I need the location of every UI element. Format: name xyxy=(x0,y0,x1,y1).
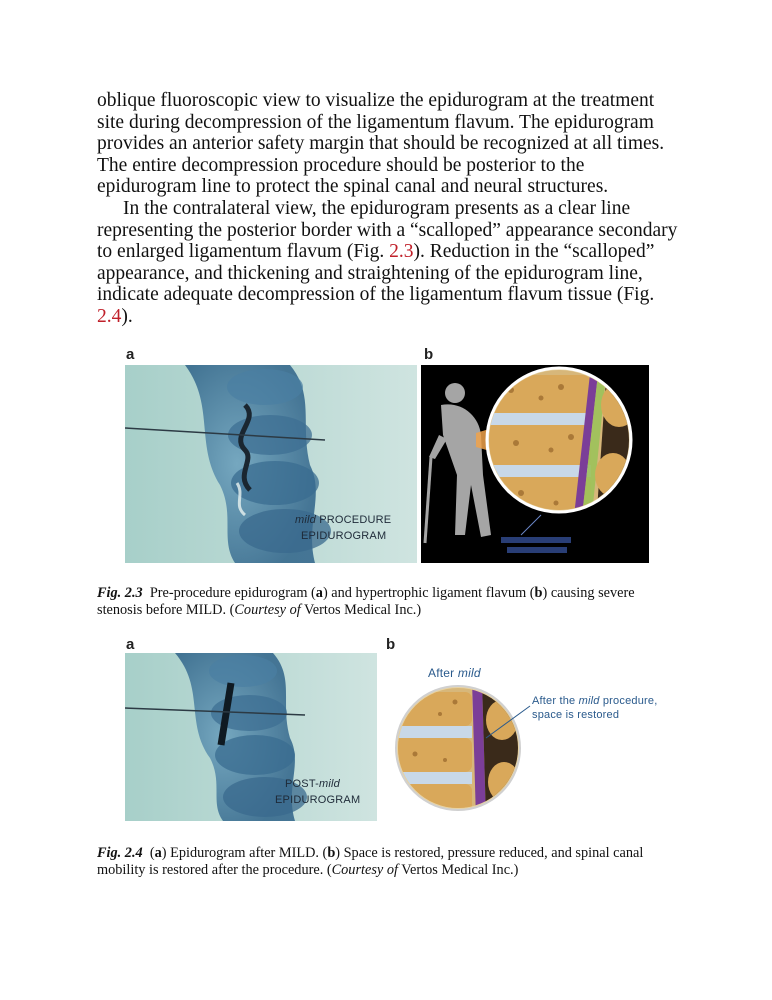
fig23-caption-part-c: ) causing severe stenosis before MILD. ( xyxy=(97,585,635,618)
fig24-label-epidurogram: EPIDUROGRAM xyxy=(275,794,361,806)
fig24-panel-a-fluoroscopy-image xyxy=(125,653,377,821)
fig24-panel-a-letter: a xyxy=(126,636,135,653)
body-text xyxy=(97,90,682,328)
fig23-label-epidurogram: EPIDUROGRAM xyxy=(301,530,387,542)
fig23-caption-part-d: Vertos Medical Inc.) xyxy=(300,602,422,618)
fig23-caption-courtesy: Courtesy of xyxy=(234,602,301,618)
fig24-caption-part-d: Vertos Medical Inc.) xyxy=(397,862,519,878)
fig23-caption-bold-b: b xyxy=(534,585,543,601)
fig24-label-after-mild: After mild xyxy=(428,666,481,680)
fig24-caption-part-a: ( xyxy=(149,845,155,861)
fig24-caption-part-c: ) Space is restored, pressure reduced, and spinal canal mobility is restored after the procedure. ( xyxy=(97,845,644,878)
fig24-panel-b-anatomy-illustration xyxy=(390,660,660,818)
fig23-caption xyxy=(97,585,682,619)
fig24-panel-b-letter: b xyxy=(386,636,396,653)
fig24-caption-part-b: ) Epidurogram after MILD. ( xyxy=(161,845,328,861)
fig24-label-post-mild: POST-mild xyxy=(285,778,340,790)
paragraph-2-part-a: In the contralateral view, the epidurogram presents as a clear line representing the posterior border with a “scalloped” appearance secondary to enlarged ligamentum flavum (Fig. xyxy=(97,197,678,263)
fig24-caption-bold-a: a xyxy=(154,845,162,861)
fig23-label-mild-procedure: mild PROCEDURE xyxy=(295,514,392,526)
paragraph-1: oblique fluoroscopic view to visualize the epidurogram at the treatment site during decompression of the ligamentum flavum. The epidurogram provides an anterior safety margin that should be recognized at all times. The entire decompression procedure should be posterior to the epidurogram line to protect the spinal canal and neural structures. xyxy=(97,90,665,198)
fig-ref-2-3[interactable]: 2.3 xyxy=(389,241,414,263)
fig-ref-2-4[interactable]: 2.4 xyxy=(97,305,122,327)
fig24-caption-courtesy: Courtesy of xyxy=(331,862,398,878)
fig23-panel-b-anatomy-illustration xyxy=(421,365,649,563)
fig24-label-after-note: After the mild procedure, space is restored xyxy=(532,695,658,721)
fig24-caption-number: Fig. 2.4 xyxy=(97,845,143,861)
fig23-caption-number: Fig. 2.3 xyxy=(97,585,143,601)
fig24-caption-bold-b: b xyxy=(327,845,336,861)
fig23-panel-a-letter: a xyxy=(126,346,135,363)
fig23-caption-part-b: ) and hypertrophic ligament flavum ( xyxy=(322,585,535,601)
fig23-panel-b-letter: b xyxy=(424,346,434,363)
fig23-panel-a-fluoroscopy-image xyxy=(125,365,417,563)
fig24-caption xyxy=(97,845,682,879)
fig23-caption-bold-a: a xyxy=(315,585,323,601)
paragraph-2-part-b: ). Reduction in the “scalloped” appearance, and thickening and straightening of the epidurogram line, indicate adequate decompression of the ligamentum flavum tissue (Fig. xyxy=(97,241,655,306)
fig23-caption-part-a: Pre-procedure epidurogram ( xyxy=(149,585,316,601)
paragraph-2 xyxy=(97,198,682,328)
paragraph-2-part-c: ). xyxy=(121,305,133,327)
